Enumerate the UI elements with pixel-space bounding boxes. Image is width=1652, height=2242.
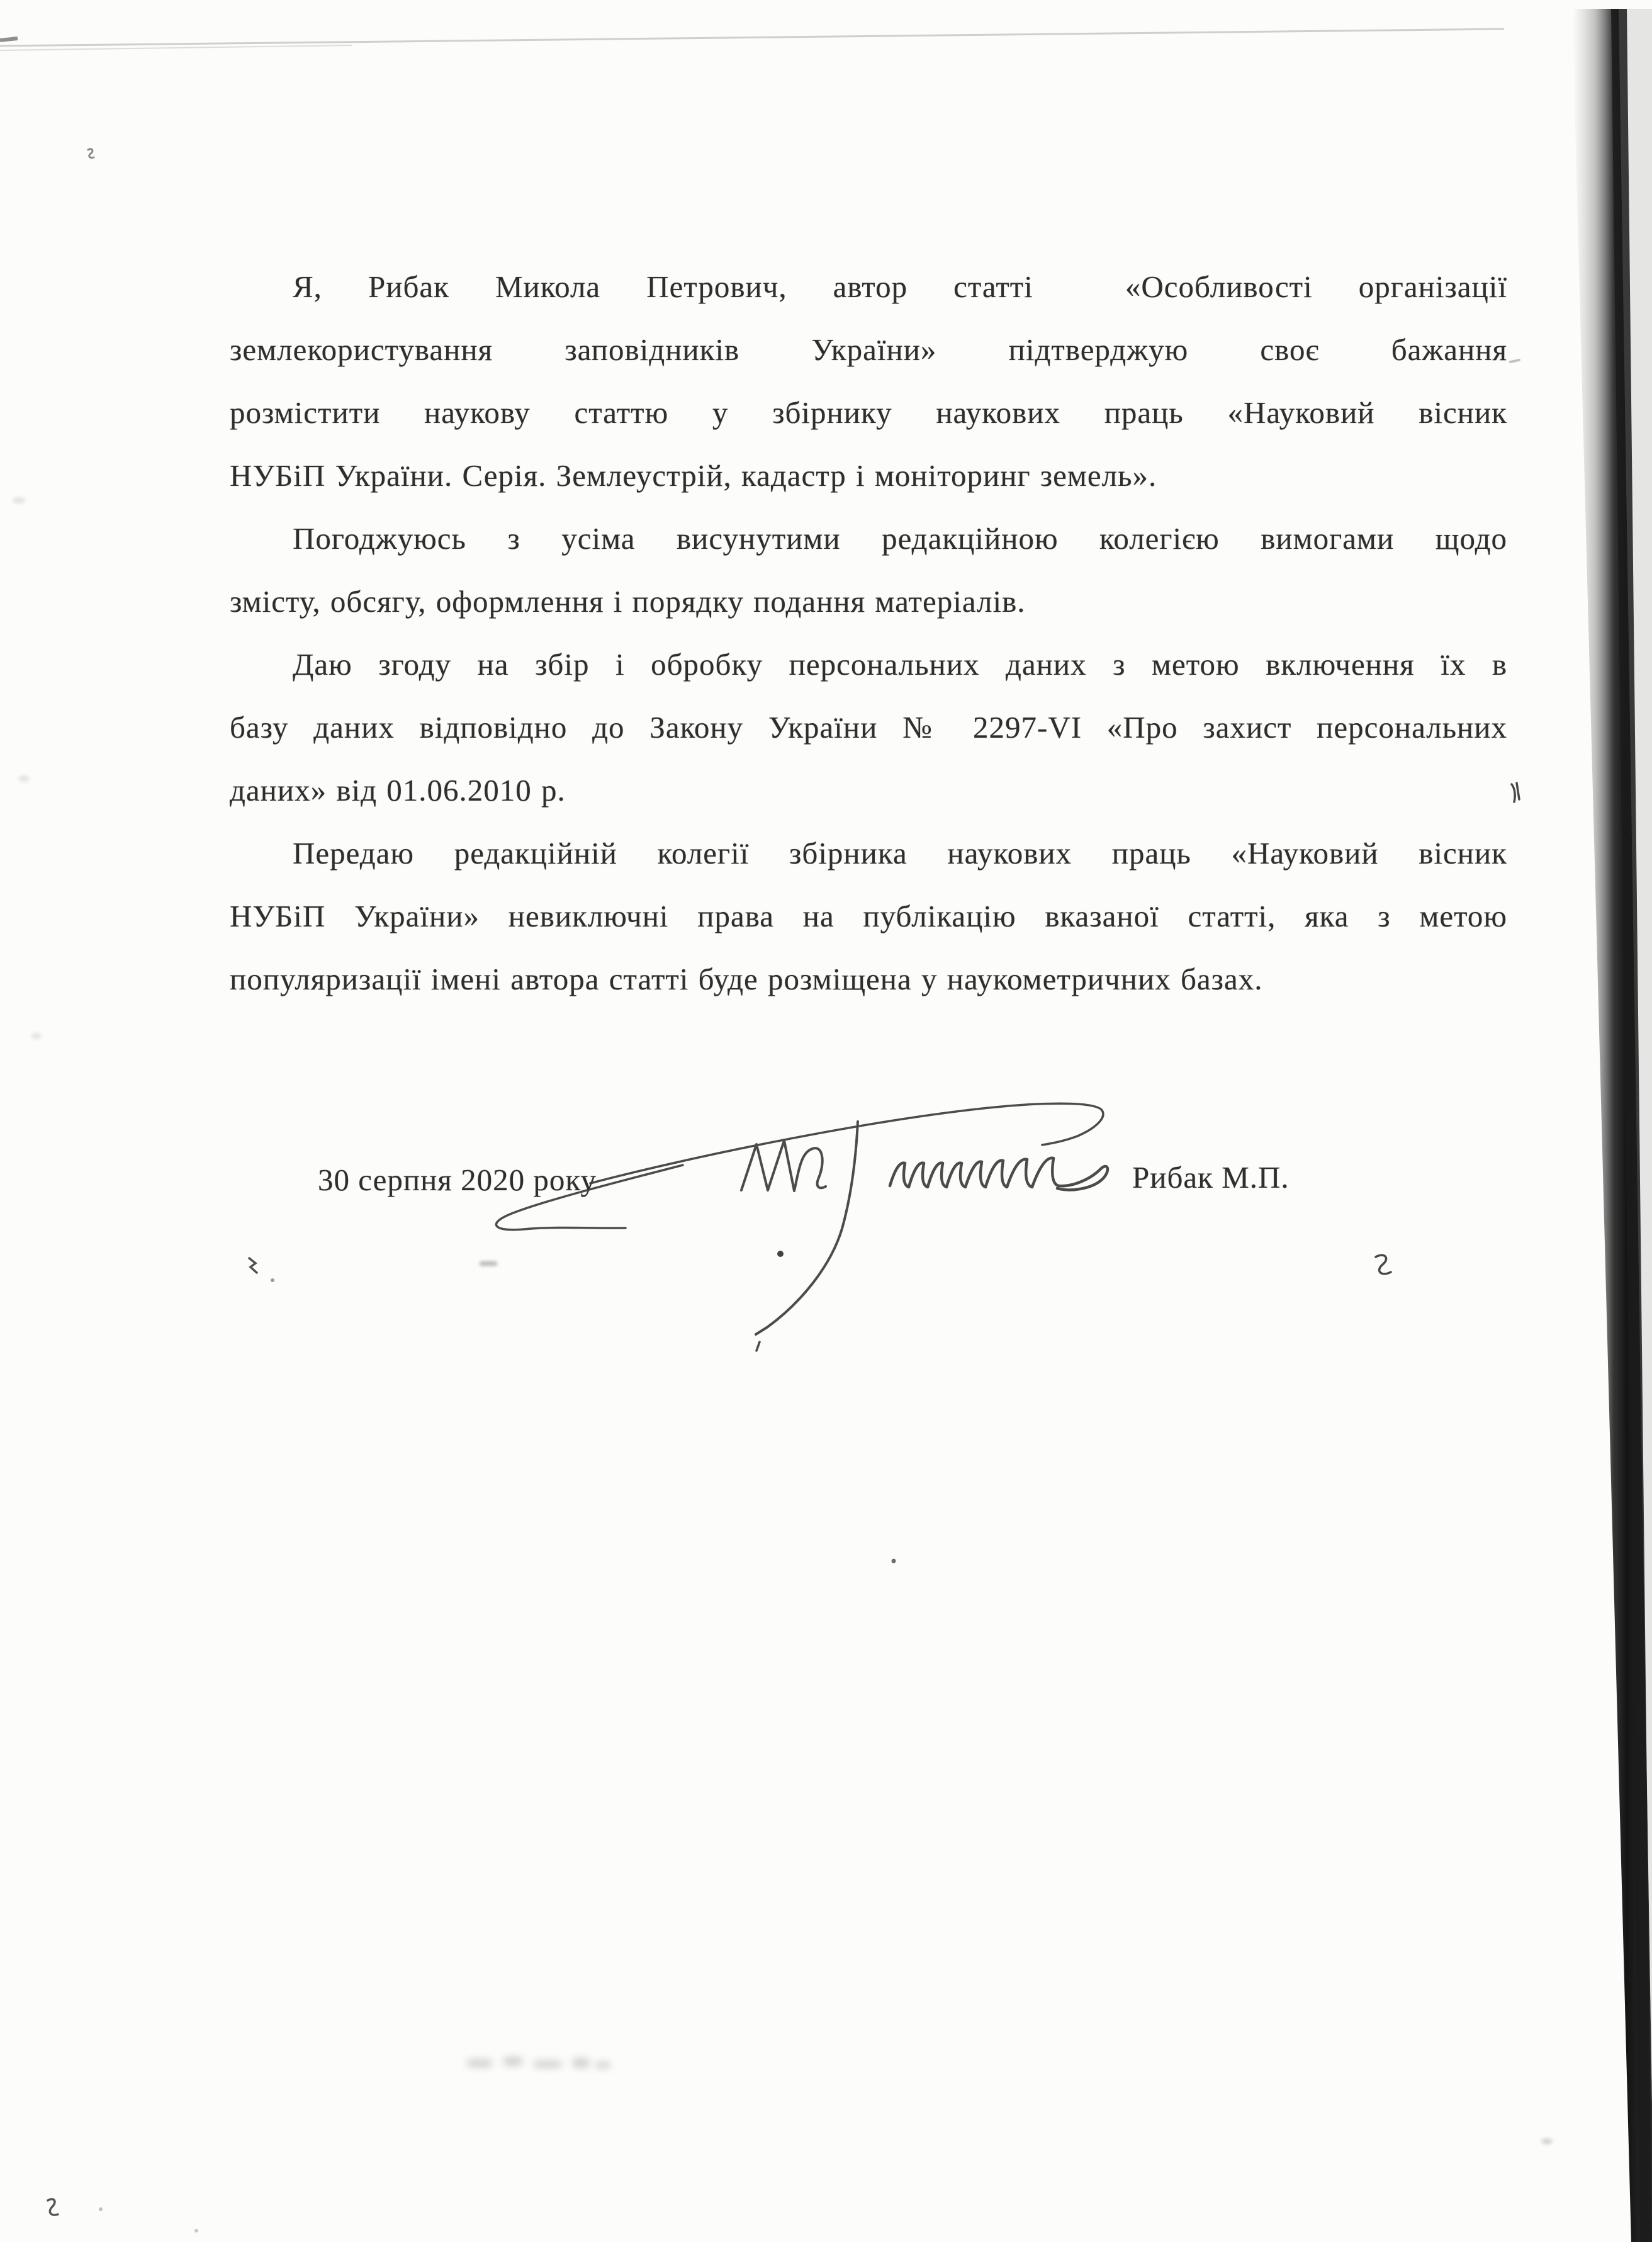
document-body	[230, 256, 1507, 1011]
paragraph-1	[230, 256, 1507, 507]
paragraph-4-line-3: популяризації імені автора статті буде розміщена у наукометричних базах.	[230, 962, 1263, 996]
paragraph-1-line-1: Я, Рибак Микола Петрович, автор статті «Особливості організації	[293, 269, 1507, 304]
author-name-text: Рибак М.П.	[1132, 1160, 1290, 1195]
signature	[496, 1103, 1108, 1351]
signature-tail-tip	[756, 1342, 760, 1351]
paragraph-1-line-4: НУБіП України. Серія. Землеустрій, кадастр і моніторинг земель».	[230, 458, 1157, 493]
signature-tail-stroke	[756, 1122, 858, 1334]
paragraph-3-line-3: даних» від 01.06.2010 р.	[230, 773, 566, 808]
signature-sweep-stroke	[590, 1103, 1103, 1183]
paragraph-2-line-1: Погоджуюсь з усіма висунутими редакційною колегією вимогами щодо	[293, 521, 1507, 556]
paragraph-3-line-1: Даю згоду на збір і обробку персональних даних з метою включення їх в	[293, 647, 1507, 682]
paragraph-1-line-2: землекористування заповідників України» підтверджую своє бажання	[230, 332, 1507, 367]
paragraph-3-line-2: базу даних відповідно до Закону України № 2297-VI «Про захист персональних	[230, 710, 1507, 745]
page-edge-shadow	[1572, 9, 1652, 2242]
signature-ink-blob	[777, 1251, 784, 1257]
paragraph-4	[230, 822, 1507, 1011]
signature-squiggle-stroke	[890, 1158, 1108, 1190]
paragraph-1-line-3: розмістити наукову статтю у збірнику наукових праць «Науковий вісник	[230, 395, 1507, 430]
signature-zigzag-stroke	[741, 1141, 826, 1191]
paragraph-4-line-1: Передаю редакційній колегії збірника наукових праць «Науковий вісник	[293, 836, 1507, 870]
paragraph-3	[230, 633, 1507, 822]
ghost-smudge	[467, 2057, 610, 2068]
paragraph-4-line-2: НУБіП України» невиключні права на публікацію вказаної статті, яка з метою	[230, 899, 1507, 933]
date-text: 30 серпня 2020 року	[318, 1163, 597, 1197]
paragraph-2-line-2: змісту, обсягу, оформлення і порядку подання матеріалів.	[230, 584, 1026, 619]
scan-line	[0, 29, 1504, 50]
paragraph-2	[230, 507, 1507, 633]
